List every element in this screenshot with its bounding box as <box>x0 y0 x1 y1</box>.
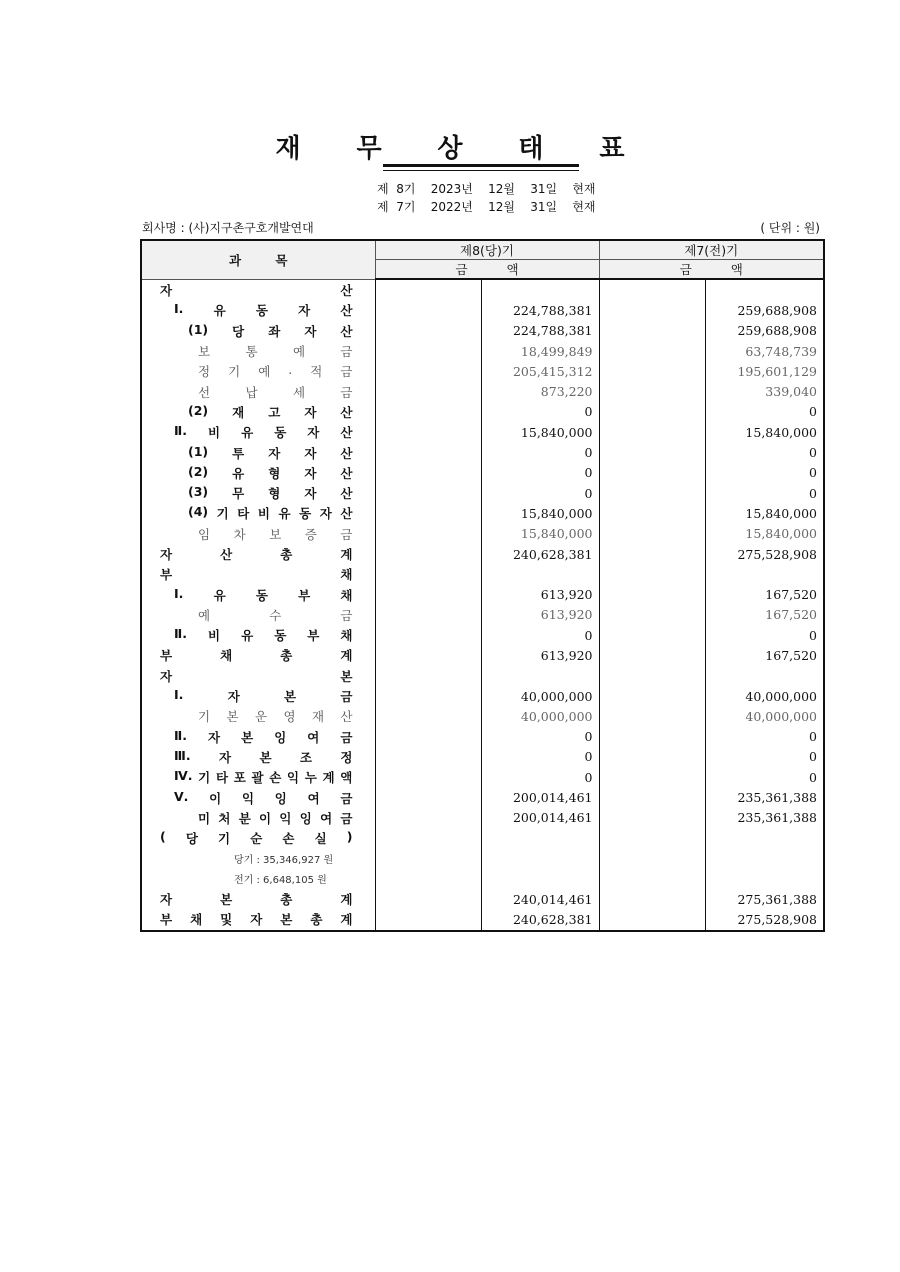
current-spacer-cell <box>375 442 481 462</box>
row-label: 보 통 예 금 <box>198 344 353 360</box>
current-spacer-cell <box>375 503 481 523</box>
row-subject-cell <box>141 584 375 604</box>
table-row <box>141 625 824 645</box>
previous-spacer-cell <box>599 787 705 807</box>
table-row <box>141 584 824 604</box>
row-label: 예 수 금 <box>198 607 353 623</box>
table-row <box>141 361 824 381</box>
previous-amount: 40,000,000 <box>745 688 817 704</box>
table-row <box>141 727 824 747</box>
row-label: (2) 재 고 자 산 <box>188 402 353 420</box>
previous-spacer-cell <box>599 869 705 889</box>
previous-spacer-cell <box>599 767 705 787</box>
row-subject-cell <box>141 503 375 523</box>
current-spacer-cell <box>375 381 481 401</box>
current-amount <box>481 828 599 848</box>
row-label: 미 처 분 이 익 잉 여 금 <box>198 810 353 826</box>
row-label: ( 당 기 순 손 실 ) <box>160 829 353 847</box>
current-amount: 0 <box>481 747 599 767</box>
previous-amount: 0 <box>809 404 817 420</box>
table-row <box>141 300 824 320</box>
row-label: Ⅰ. 유 동 자 산 <box>174 301 353 319</box>
previous-spacer-cell <box>599 889 705 909</box>
previous-spacer-cell <box>599 848 705 868</box>
current-spacer-cell <box>375 564 481 584</box>
row-label: 자 본 <box>160 668 353 684</box>
previous-amount: 275,361,388 <box>737 891 817 907</box>
row-subject-cell <box>141 300 375 320</box>
unit-label: ( 단위 : 원) <box>760 221 820 235</box>
table-row <box>141 828 824 848</box>
current-amount: 200,014,461 <box>481 808 599 828</box>
table-row <box>141 463 824 483</box>
previous-spacer-cell <box>599 402 705 422</box>
row-label: Ⅱ. 비 유 동 부 채 <box>174 626 353 644</box>
period-current: 제 8기 2023년 12월 31일 현재 <box>377 182 596 196</box>
current-amount: 0 <box>481 463 599 483</box>
previous-amount <box>705 869 824 889</box>
current-amount: 0 <box>481 767 599 787</box>
previous-amount: 259,688,908 <box>737 323 817 339</box>
row-subject-cell <box>141 666 375 686</box>
current-spacer-cell <box>375 645 481 665</box>
previous-amount: 0 <box>809 729 817 745</box>
current-spacer-cell <box>375 605 481 625</box>
previous-spacer-cell <box>599 321 705 341</box>
current-spacer-cell <box>375 889 481 909</box>
row-label: 부 채 및 자 본 총 계 <box>160 912 353 928</box>
current-spacer-cell <box>375 524 481 544</box>
current-spacer-cell <box>375 727 481 747</box>
table-row <box>141 483 824 503</box>
current-spacer-cell <box>375 686 481 706</box>
current-spacer-cell <box>375 808 481 828</box>
previous-amount <box>705 848 824 868</box>
row-subject-cell <box>141 686 375 706</box>
table-row <box>141 564 824 584</box>
row-subject-cell <box>141 727 375 747</box>
current-amount: 613,920 <box>481 645 599 665</box>
current-amount: 0 <box>481 483 599 503</box>
table-row <box>141 341 824 361</box>
current-amount: 224,788,381 <box>481 321 599 341</box>
previous-spacer-cell <box>599 727 705 747</box>
table-row <box>141 747 824 767</box>
row-label: (2) 유 형 자 산 <box>188 463 353 481</box>
row-subject-cell <box>141 869 375 889</box>
previous-amount: 15,840,000 <box>745 424 817 440</box>
company-name: 회사명 : (사)지구촌구호개발연대 <box>142 221 314 235</box>
row-subject-cell <box>141 909 375 930</box>
previous-amount: 40,000,000 <box>745 708 817 724</box>
previous-amount: 339,040 <box>765 384 817 400</box>
current-spacer-cell <box>375 848 481 868</box>
previous-amount: 0 <box>809 749 817 765</box>
header-current-period: 제8(당)기 <box>375 240 599 260</box>
current-spacer-cell <box>375 300 481 320</box>
row-label: 당기 : 35,346,927 원 <box>234 854 334 866</box>
previous-spacer-cell <box>599 442 705 462</box>
table-row <box>141 321 824 341</box>
table-row <box>141 279 824 300</box>
previous-amount: 275,528,908 <box>737 911 817 927</box>
row-subject-cell <box>141 625 375 645</box>
table-row <box>141 544 824 564</box>
previous-spacer-cell <box>599 808 705 828</box>
balance-sheet-table <box>140 239 825 932</box>
previous-spacer-cell <box>599 422 705 442</box>
previous-spacer-cell <box>599 381 705 401</box>
current-amount: 200,014,461 <box>481 787 599 807</box>
row-subject-cell <box>141 321 375 341</box>
row-label: Ⅴ. 이 익 잉 여 금 <box>174 788 353 806</box>
row-label: (1) 투 자 자 산 <box>188 443 353 461</box>
previous-spacer-cell <box>599 584 705 604</box>
previous-spacer-cell <box>599 564 705 584</box>
previous-amount: 235,361,388 <box>737 790 817 806</box>
row-label: Ⅱ. 비 유 동 자 산 <box>174 423 353 441</box>
period-previous: 제 7기 2022년 12월 31일 현재 <box>377 200 596 214</box>
current-spacer-cell <box>375 869 481 889</box>
current-spacer-cell <box>375 483 481 503</box>
row-subject-cell <box>141 605 375 625</box>
previous-spacer-cell <box>599 279 705 300</box>
previous-spacer-cell <box>599 909 705 930</box>
previous-amount: 15,840,000 <box>745 526 817 542</box>
current-spacer-cell <box>375 463 481 483</box>
table-row <box>141 767 824 787</box>
row-label: 선 납 세 금 <box>198 384 353 400</box>
row-subject-cell <box>141 706 375 726</box>
table-row <box>141 909 824 930</box>
previous-amount: 259,688,908 <box>737 302 817 318</box>
table-row <box>141 605 824 625</box>
row-subject-cell <box>141 828 375 848</box>
header-subject: 과 목 <box>141 240 375 279</box>
current-amount: 873,220 <box>481 381 599 401</box>
current-spacer-cell <box>375 625 481 645</box>
row-subject-cell <box>141 808 375 828</box>
previous-spacer-cell <box>599 706 705 726</box>
table-row <box>141 666 824 686</box>
previous-amount <box>705 279 824 300</box>
row-subject-cell <box>141 524 375 544</box>
current-amount: 613,920 <box>481 584 599 604</box>
current-spacer-cell <box>375 747 481 767</box>
row-subject-cell <box>141 341 375 361</box>
row-subject-cell <box>141 767 375 787</box>
row-subject-cell <box>141 848 375 868</box>
row-subject-cell <box>141 483 375 503</box>
table-row <box>141 503 824 523</box>
previous-spacer-cell <box>599 483 705 503</box>
current-spacer-cell <box>375 706 481 726</box>
row-label: 자 산 총 계 <box>160 547 353 562</box>
table-body <box>141 279 824 931</box>
row-label: (4) 기 타 비 유 동 자 산 <box>188 504 353 522</box>
current-spacer-cell <box>375 828 481 848</box>
previous-amount: 0 <box>809 627 817 643</box>
current-amount: 15,840,000 <box>481 422 599 442</box>
page-title: 재 무 상 태 표 <box>275 134 648 164</box>
row-label: Ⅱ. 자 본 잉 여 금 <box>174 727 353 745</box>
row-label: 전기 : 6,648,105 원 <box>234 875 327 887</box>
current-spacer-cell <box>375 361 481 381</box>
table-row <box>141 442 824 462</box>
previous-amount: 167,520 <box>765 607 817 623</box>
previous-spacer-cell <box>599 544 705 564</box>
row-subject-cell <box>141 747 375 767</box>
row-label: 부 채 총 계 <box>160 648 353 664</box>
row-label: Ⅰ. 유 동 부 채 <box>174 585 353 603</box>
table-row <box>141 706 824 726</box>
current-amount: 40,000,000 <box>481 706 599 726</box>
previous-amount: 0 <box>809 465 817 481</box>
row-subject-cell <box>141 422 375 442</box>
previous-spacer-cell <box>599 686 705 706</box>
current-amount: 0 <box>481 442 599 462</box>
previous-spacer-cell <box>599 666 705 686</box>
row-subject-cell <box>141 463 375 483</box>
row-label: (1) 당 좌 자 산 <box>188 321 353 339</box>
previous-amount <box>705 666 824 686</box>
row-subject-cell <box>141 279 375 300</box>
current-amount: 0 <box>481 625 599 645</box>
previous-spacer-cell <box>599 300 705 320</box>
previous-spacer-cell <box>599 463 705 483</box>
table-row <box>141 808 824 828</box>
current-amount: 205,415,312 <box>481 361 599 381</box>
current-amount: 18,499,849 <box>481 341 599 361</box>
title-underline <box>383 164 579 171</box>
row-label: 정 기 예 . 적 금 <box>198 362 353 380</box>
row-label: 임 차 보 증 금 <box>198 526 353 542</box>
previous-amount <box>705 828 824 848</box>
current-amount: 0 <box>481 402 599 422</box>
row-subject-cell <box>141 402 375 422</box>
header-previous-amount: 금 액 <box>599 260 824 280</box>
current-spacer-cell <box>375 341 481 361</box>
previous-spacer-cell <box>599 625 705 645</box>
row-label: Ⅳ. 기 타 포 괄 손 익 누 계 액 <box>174 768 353 786</box>
current-amount: 40,000,000 <box>481 686 599 706</box>
row-subject-cell <box>141 544 375 564</box>
current-spacer-cell <box>375 909 481 930</box>
row-subject-cell <box>141 381 375 401</box>
current-spacer-cell <box>375 666 481 686</box>
header-previous-period: 제7(전)기 <box>599 240 824 260</box>
previous-amount: 0 <box>809 769 817 785</box>
previous-amount: 167,520 <box>765 647 817 663</box>
current-spacer-cell <box>375 544 481 564</box>
previous-spacer-cell <box>599 503 705 523</box>
previous-amount <box>705 564 824 584</box>
row-label: 자 산 <box>160 282 353 298</box>
previous-amount: 0 <box>809 445 817 461</box>
row-subject-cell <box>141 787 375 807</box>
previous-spacer-cell <box>599 341 705 361</box>
previous-spacer-cell <box>599 524 705 544</box>
previous-spacer-cell <box>599 605 705 625</box>
row-label: 기 본 운 영 재 산 <box>198 709 353 725</box>
current-amount: 240,014,461 <box>481 889 599 909</box>
row-subject-cell <box>141 645 375 665</box>
row-label: 부 채 <box>160 567 353 583</box>
table-row <box>141 402 824 422</box>
current-amount: 613,920 <box>481 605 599 625</box>
table-row <box>141 889 824 909</box>
previous-spacer-cell <box>599 828 705 848</box>
table-row <box>141 422 824 442</box>
current-amount <box>481 279 599 300</box>
current-amount: 15,840,000 <box>481 503 599 523</box>
current-amount: 15,840,000 <box>481 524 599 544</box>
table-row <box>141 686 824 706</box>
current-amount <box>481 666 599 686</box>
current-amount <box>481 848 599 868</box>
previous-amount: 15,840,000 <box>745 505 817 521</box>
table-row <box>141 869 824 889</box>
row-label: Ⅰ. 자 본 금 <box>174 687 353 705</box>
table-row <box>141 645 824 665</box>
row-subject-cell <box>141 442 375 462</box>
row-label: 자 본 총 계 <box>160 892 353 908</box>
table-row <box>141 524 824 544</box>
current-amount: 240,628,381 <box>481 544 599 564</box>
row-subject-cell <box>141 564 375 584</box>
row-subject-cell <box>141 889 375 909</box>
table-row <box>141 381 824 401</box>
current-amount: 0 <box>481 727 599 747</box>
current-spacer-cell <box>375 402 481 422</box>
previous-amount: 275,528,908 <box>737 546 817 562</box>
row-label: (3) 무 형 자 산 <box>188 484 353 502</box>
current-spacer-cell <box>375 321 481 341</box>
previous-amount: 167,520 <box>765 587 817 603</box>
current-spacer-cell <box>375 422 481 442</box>
row-subject-cell <box>141 361 375 381</box>
previous-spacer-cell <box>599 747 705 767</box>
current-spacer-cell <box>375 584 481 604</box>
header-current-amount: 금 액 <box>375 260 599 280</box>
previous-amount: 235,361,388 <box>737 810 817 826</box>
current-spacer-cell <box>375 787 481 807</box>
previous-spacer-cell <box>599 361 705 381</box>
current-spacer-cell <box>375 279 481 300</box>
previous-amount: 0 <box>809 485 817 501</box>
table-row <box>141 787 824 807</box>
previous-amount: 195,601,129 <box>737 363 817 379</box>
current-amount <box>481 564 599 584</box>
previous-amount: 63,748,739 <box>745 343 817 359</box>
current-spacer-cell <box>375 767 481 787</box>
current-amount: 224,788,381 <box>481 300 599 320</box>
row-label: Ⅲ. 자 본 조 정 <box>174 747 353 765</box>
current-amount <box>481 869 599 889</box>
table-row <box>141 848 824 868</box>
current-amount: 240,628,381 <box>481 909 599 930</box>
previous-spacer-cell <box>599 645 705 665</box>
